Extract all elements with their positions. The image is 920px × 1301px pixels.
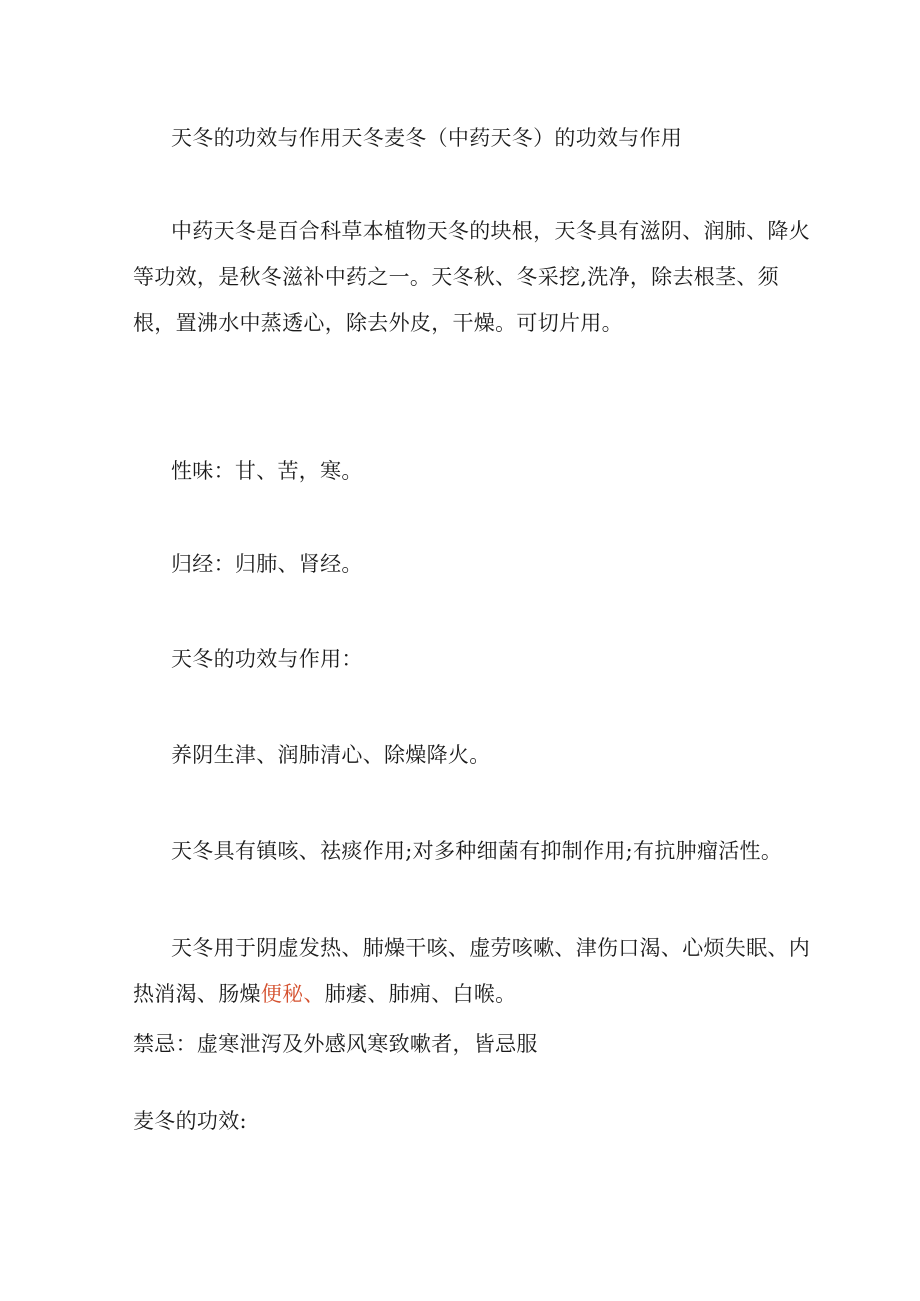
usage-text-after: 肺痿、肺痈、白喉。	[324, 982, 517, 1006]
usage-text-before: 天冬用于阴虚发热、肺燥干咳、虚劳咳嗽、津伤口渴、心烦失眠、内热消渴、肠燥	[133, 936, 810, 1006]
pharmacology-line: 天冬具有镇咳、祛痰作用;对多种细菌有抑制作用;有抗肿瘤活性。	[171, 839, 783, 863]
usage-highlight: 便秘、	[260, 982, 325, 1006]
meridian-line: 归经：归肺、肾经。	[171, 552, 363, 576]
nature-taste-line: 性味：甘、苦，寒。	[171, 459, 363, 483]
usage-paragraph	[133, 925, 813, 1017]
maidong-heading: 麦冬的功效:	[133, 1109, 247, 1133]
contraindication-line: 禁忌：虚寒泄泻及外感风寒致嗽者，皆忌服	[133, 1032, 538, 1056]
intro-paragraph: 中药天冬是百合科草本植物天冬的块根，天冬具有滋阴、润肺、降火等功效，是秋冬滋补中药之一。天冬秋、冬采挖,洗净，除去根茎、须根，置沸水中蒸透心，除去外皮，干燥。可切片用。	[133, 219, 810, 335]
efficacy-line: 养阴生津、润肺清心、除燥降火。	[171, 743, 491, 767]
efficacy-heading: 天冬的功效与作用：	[171, 647, 363, 671]
document-title: 天冬的功效与作用天冬麦冬（中药天冬）的功效与作用	[171, 126, 683, 150]
